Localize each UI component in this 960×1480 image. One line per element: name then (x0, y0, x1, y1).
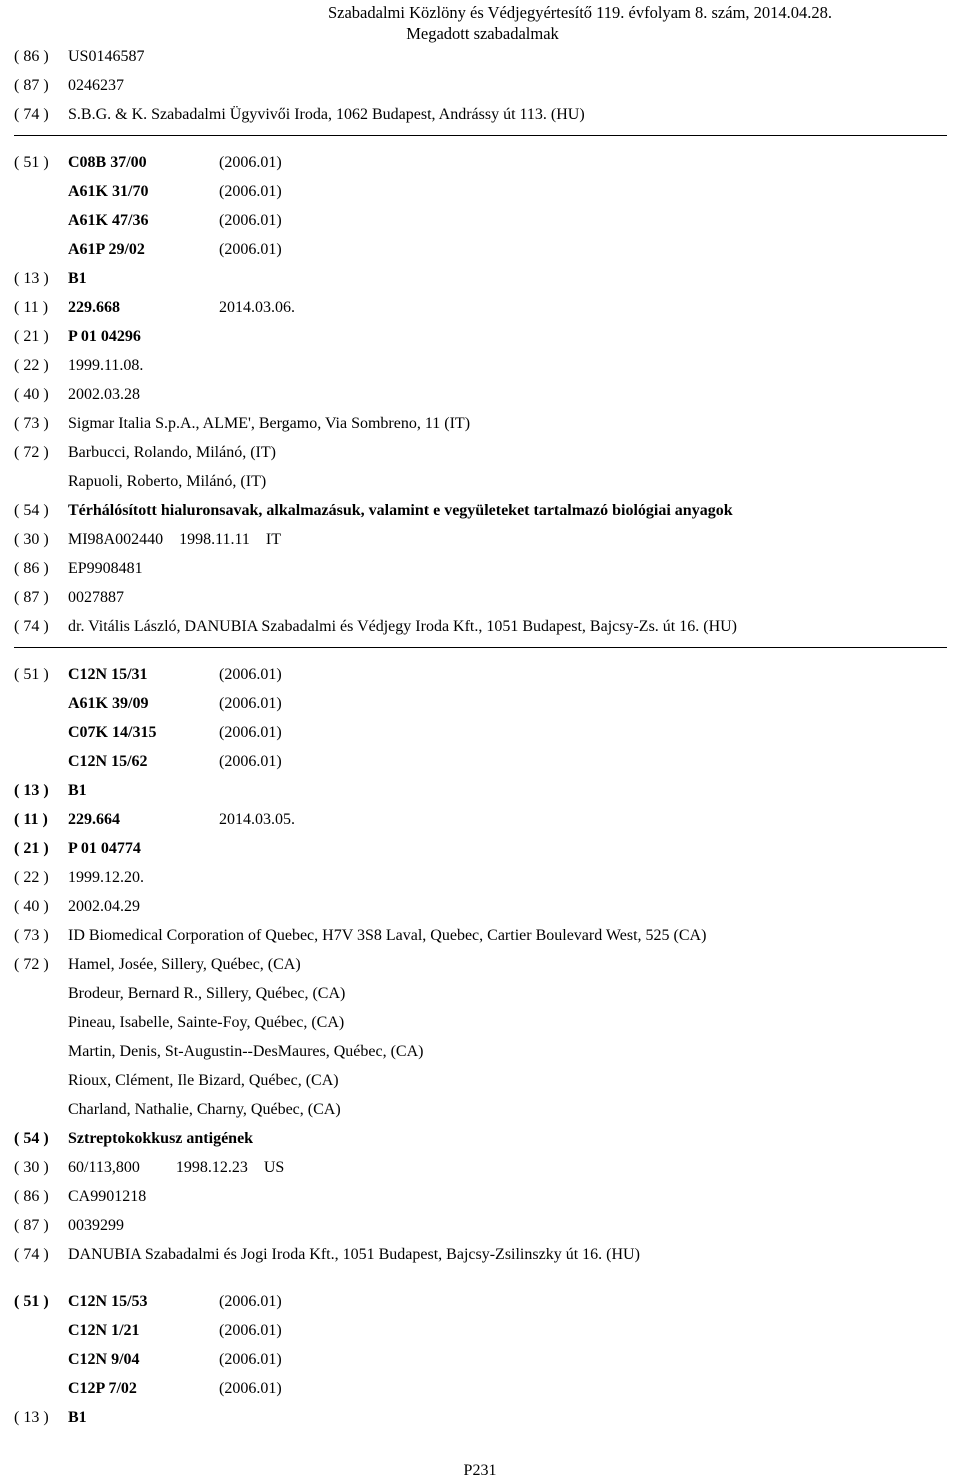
inventor-row: Martin, Denis, St-Augustin--DesMaures, Québec, (CA) (68, 1043, 424, 1060)
inventor-row: Rapuoli, Roberto, Milánó, (IT) (68, 473, 267, 490)
field-21: ( 21 ) P 01 04296 (14, 328, 141, 345)
field-51: ( 51 ) C12N 15/31 (2006.01) (14, 666, 282, 683)
field-73: ( 73 ) Sigmar Italia S.p.A., ALME', Bergamo, Via Sombreno, 11 (IT) (14, 415, 471, 432)
field-86: ( 86 ) EP9908481 (14, 560, 143, 577)
field-22: ( 22 ) 1999.11.08. (14, 357, 144, 374)
patent-list (0, 48, 960, 1438)
field-87: ( 87 ) 0027887 (14, 589, 124, 606)
field-86: ( 86 ) US0146587 (14, 48, 145, 65)
field-74: ( 74 ) dr. Vitális László, DANUBIA Szabadalmi és Védjegy Iroda Kft., 1051 Budapest, Bajcsy-Zs. út 16. (HU) (14, 618, 737, 635)
field-13: ( 13 ) B1 (14, 270, 87, 287)
field-22: ( 22 ) 1999.12.20. (14, 869, 144, 886)
section-title: Megadott szabadalmak (406, 24, 559, 43)
field-87: ( 87 ) 0039299 (14, 1217, 124, 1234)
field-72: ( 72 ) Barbucci, Rolando, Milánó, (IT) (14, 444, 276, 461)
field-30: ( 30 ) 60/113,800 1998.12.23 US (14, 1159, 285, 1176)
patent-entry-229668 (0, 154, 960, 647)
ipc-row: C12P 7/02 (2006.01) (68, 1380, 282, 1397)
patent-entry-next (0, 1293, 960, 1438)
field-54: ( 54 ) Sztreptokokkusz antigének (14, 1130, 254, 1147)
journal-title: Szabadalmi Közlöny és Védjegyértesítő 119. évfolyam 8. szám, 2014.04.28. (327, 3, 833, 22)
field-13: ( 13 ) B1 (14, 782, 87, 799)
ipc-row: C12N 15/62 (2006.01) (68, 753, 282, 770)
field-87: ( 87 ) 0246237 (14, 77, 124, 94)
ipc-row: A61K 47/36 (2006.01) (68, 212, 282, 229)
inventor-row: Pineau, Isabelle, Sainte-Foy, Québec, (CA) (68, 1014, 345, 1031)
field-21: ( 21 ) P 01 04774 (14, 840, 141, 857)
ipc-row: C12N 1/21 (2006.01) (68, 1322, 282, 1339)
field-73: ( 73 ) ID Biomedical Corporation of Quebec, H7V 3S8 Laval, Quebec, Cartier Boulevard West, 525 (CA) (14, 927, 707, 944)
page-number: P231 (463, 1462, 497, 1479)
field-54: ( 54 ) Térhálósított hialuronsavak, alkalmazásuk, valamint e vegyületeket tartalmazó biológiai anyagok (14, 502, 733, 519)
field-86: ( 86 ) CA9901218 (14, 1188, 147, 1205)
inventor-row: Charland, Nathalie, Charny, Québec, (CA) (68, 1101, 341, 1118)
field-74: ( 74 ) S.B.G. & K. Szabadalmi Ügyvivői Iroda, 1062 Budapest, Andrássy út 113. (HU) (14, 106, 585, 123)
field-13: ( 13 ) B1 (14, 1409, 87, 1426)
field-40: ( 40 ) 2002.04.29 (14, 898, 140, 915)
field-40: ( 40 ) 2002.03.28 (14, 386, 140, 403)
field-30: ( 30 ) MI98A002440 1998.11.11 IT (14, 531, 282, 548)
patent-entry-229664 (0, 666, 960, 1275)
field-11: ( 11 ) 229.664 2014.03.05. (14, 811, 295, 828)
field-51: ( 51 ) C08B 37/00 (2006.01) (14, 154, 282, 171)
ipc-row: C07K 14/315 (2006.01) (68, 724, 282, 741)
field-11: ( 11 ) 229.668 2014.03.06. (14, 299, 295, 316)
field-51: ( 51 ) C12N 15/53 (2006.01) (14, 1293, 282, 1310)
ipc-row: A61P 29/02 (2006.01) (68, 241, 282, 258)
patent-entry-continued (0, 48, 960, 135)
ipc-row: A61K 31/70 (2006.01) (68, 183, 282, 200)
ipc-row: A61K 39/09 (2006.01) (68, 695, 282, 712)
field-72: ( 72 ) Hamel, Josée, Sillery, Québec, (CA) (14, 956, 301, 973)
field-74: ( 74 ) DANUBIA Szabadalmi és Jogi Iroda Kft., 1051 Budapest, Bajcsy-Zsilinszky út 16. (HU) (14, 1246, 640, 1263)
inventor-row: Rioux, Clément, Ile Bizard, Québec, (CA) (68, 1072, 339, 1089)
inventor-row: Brodeur, Bernard R., Sillery, Québec, (CA) (68, 985, 346, 1002)
ipc-row: C12N 9/04 (2006.01) (68, 1351, 282, 1368)
